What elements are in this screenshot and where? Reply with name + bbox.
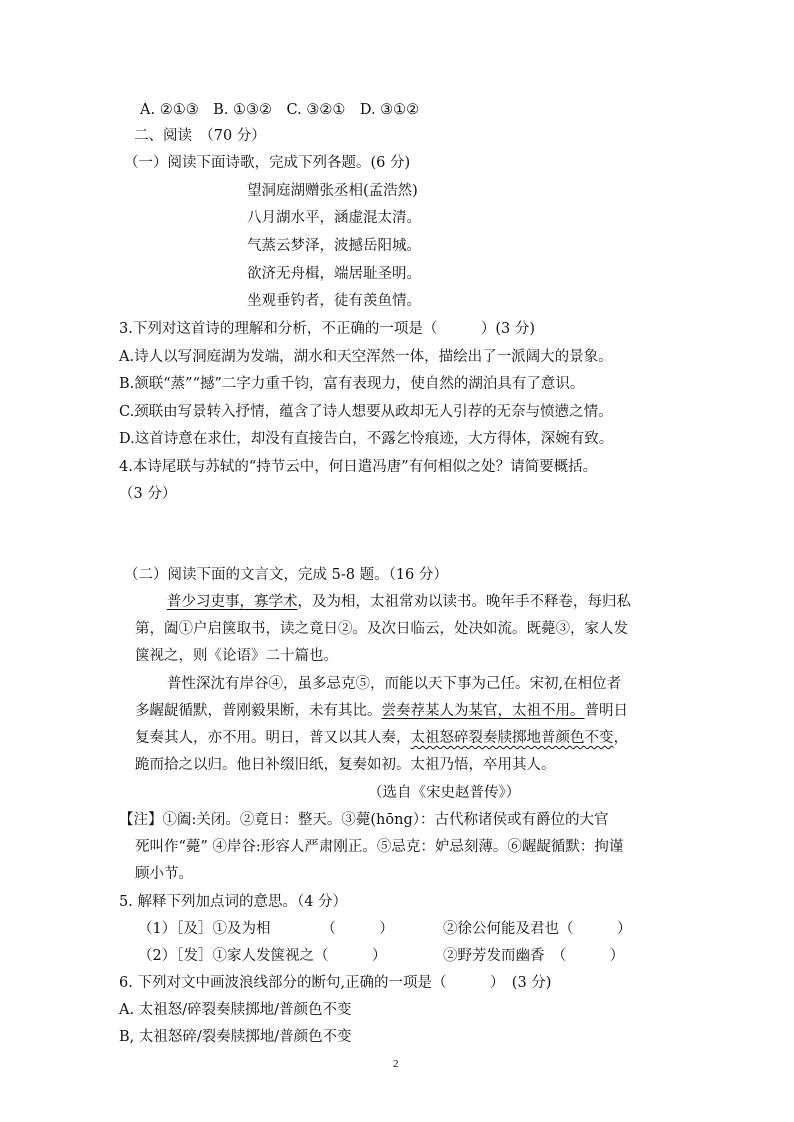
passage-line: 第，阖①户启箧取书，读之竟日②。及次日临云，处决如流。既薨③，家人发 xyxy=(135,621,628,637)
passage-line: 多龌龊循默，普刚毅果断，未有其比。尝奏荐某人为某官，太祖不用。普明日 xyxy=(135,703,628,719)
q6-option-b: B, 太祖怒碎/裂奏牍掷地/普颜色不变 xyxy=(119,1029,352,1045)
note-line: 顾小节。 xyxy=(135,866,193,882)
underlined-phrase: 普少习吏事，寡学术 xyxy=(167,594,298,610)
passage-line: 复奏其人，亦不用。明日，普又以其人奏，太祖怒碎裂奏牍掷地普颜色不变， xyxy=(135,730,628,746)
poem-line: 坐观垂钓者，徒有羡鱼情。 xyxy=(247,293,421,309)
source-citation: （选自《宋史赵普传》） xyxy=(368,785,521,801)
q6-option-a: A. 太祖怒/碎裂奏牍掷地/普颜色不变 xyxy=(119,1002,352,1018)
section-title: 二、阅读 （70 分） xyxy=(134,128,266,144)
q2-options: A. ②①③ B. ①③② C. ③②① D. ③①② xyxy=(140,102,420,118)
passage-line: 跪而拾之以归。他日补缀旧纸，复奏如初。太祖乃悟，卒用其人。 xyxy=(135,757,556,773)
q5-item-1b: ②徐公何能及君也（ ） xyxy=(443,921,632,937)
passage-line: 普性深沈有岸谷④，虽多忌克⑤，而能以天下事为己任。宋初,在相位者 xyxy=(167,676,622,692)
q3-option-c: C.颈联由写景转入抒情，蕴含了诗人想要从政却无人引荐的无奈与愤懑之情。 xyxy=(119,404,613,420)
note-line: 死叫作“薨” ④岸谷:形容人严肃刚正。⑤忌克：妒忌刻薄。⑥龌龊循默：拘谨 xyxy=(135,839,624,855)
poem-line: 八月湖水平，涵虚混太清。 xyxy=(247,210,421,226)
wavy-underlined-sentence: 太祖怒碎裂奏牍掷地普颜色不变 xyxy=(410,730,614,746)
q3-option-b: B.颔联“蒸”“撼”二字力重千钧，富有表现力，使自然的湖泊具有了意识。 xyxy=(119,376,585,392)
note-line: 【注】①阖:关闭。②竟日：整天。③薨(hōng）：古代称诸侯或有爵位的大官 xyxy=(119,812,609,828)
q3-option-a: A.诗人以写洞庭湖为发端，湖水和天空浑然一体，描绘出了一派阔大的景象。 xyxy=(119,349,613,365)
underlined-sentence: 尝奏荐某人为某官，太祖不用。 xyxy=(381,703,585,719)
question-4: 4.本诗尾联与苏轼的“持节云中，何日遣冯唐”有何相似之处？请简要概括。 xyxy=(119,459,598,475)
question-5: 5. 解释下列加点词的意思。（4 分） xyxy=(119,894,348,910)
q5-item-2a: （2）［发］①家人发箧视之（ ） xyxy=(138,948,387,964)
poem-line: 欲济无舟楫，端居耻圣明。 xyxy=(247,266,421,282)
q5-item-1a: （1）［及］①及为相 （ ） xyxy=(138,921,394,937)
passage-line: 箧视之，则《论语》二十篇也。 xyxy=(135,648,338,664)
poem-title: 望洞庭湖赠张丞相(孟浩然) xyxy=(247,183,418,199)
passage-line: 普少习吏事，寡学术，及为相，太祖常劝以读书。晚年手不释卷，每归私 xyxy=(167,594,631,610)
q5-item-2b: ②野芳发而幽香 （ ） xyxy=(443,948,625,964)
poem-line: 气蒸云梦泽，波撼岳阳城。 xyxy=(247,238,421,254)
question-6: 6. 下列对文中画波浪线部分的断句,正确的一项是（ ） (3 分) xyxy=(119,975,552,991)
question-3: 3.下列对这首诗的理解和分析，不正确的一项是（ ）(3 分) xyxy=(119,321,535,337)
part1-intro: （一）阅读下面诗歌，完成下列各题。(6 分) xyxy=(124,155,411,171)
question-4-points: （3 分） xyxy=(119,486,177,502)
part2-intro: （二）阅读下面的文言文，完成 5-8 题。（16 分） xyxy=(124,567,448,583)
q3-option-d: D.这首诗意在求仕，却没有直接告白，不露乞怜痕迹，大方得体，深婉有致。 xyxy=(119,431,614,447)
page-number: 2 xyxy=(393,1058,399,1070)
